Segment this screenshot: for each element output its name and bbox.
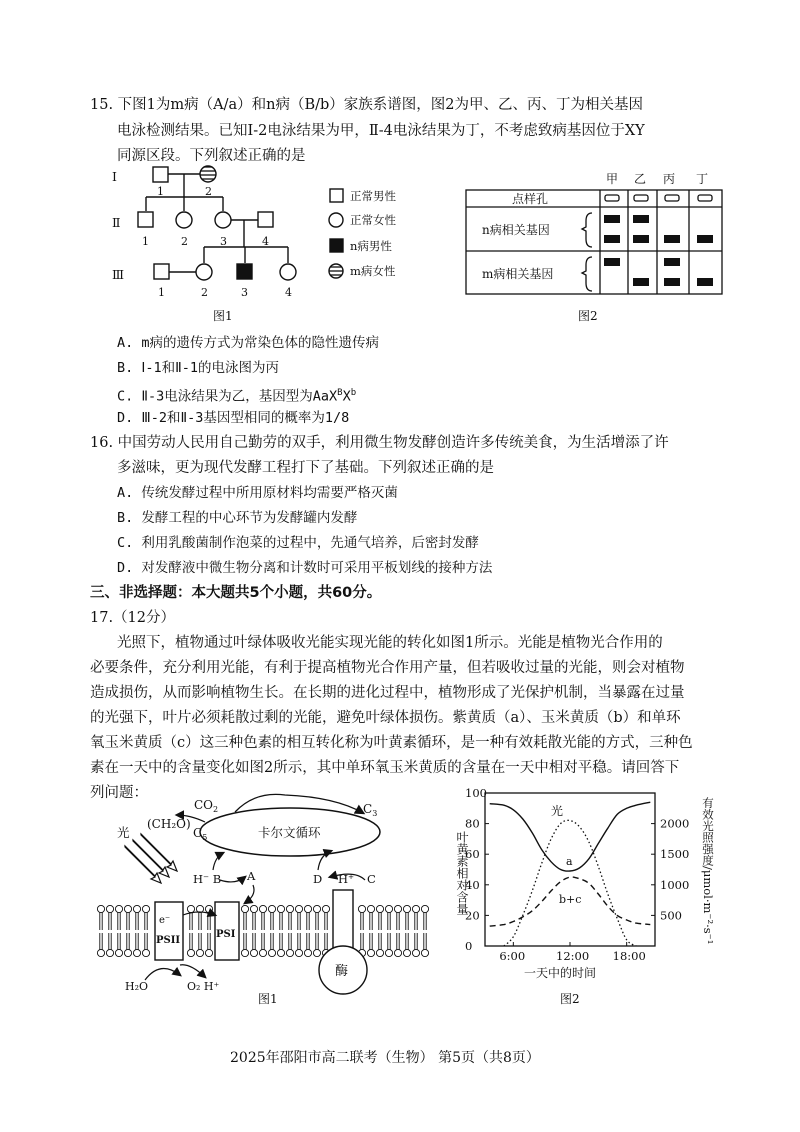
pedigree-I2-m-female bbox=[200, 166, 216, 182]
q17-para-line-4: 的光强下，叶片必须耗散过剩的光能，避免叶绿体损伤。紫黄质（a）、玉米黄质（b）和单环 bbox=[90, 710, 681, 726]
q16-option-c: C. 利用乳酸菌制作泡菜的过程中，先通气培养，后密封发酵 bbox=[117, 535, 479, 551]
band-n-ding-2 bbox=[697, 235, 713, 243]
q16-option-d: D. 对发酵液中微生物分离和计数时可采用平板划线的接种方法 bbox=[117, 560, 493, 576]
legend-m-female: m病女性 bbox=[350, 264, 396, 278]
h2o-label: H₂O bbox=[125, 980, 149, 993]
num-III2: 2 bbox=[201, 286, 208, 299]
x-tick-label: 6:00 bbox=[499, 949, 526, 963]
legend-n-male: n病男性 bbox=[350, 239, 392, 253]
num-I2: 2 bbox=[205, 185, 212, 198]
band-m-jia-1 bbox=[604, 258, 620, 266]
gen-label-III: Ⅲ bbox=[112, 267, 125, 282]
electron-label: e⁻ bbox=[159, 915, 171, 926]
q15-option-c-mid: X bbox=[342, 388, 351, 405]
enzyme-label: 酶 bbox=[335, 964, 349, 979]
band-n-yi-2 bbox=[633, 235, 649, 243]
well-ding bbox=[698, 195, 712, 201]
fig1-caption: 图1 bbox=[258, 992, 278, 1006]
pedigree-III4-normal-female bbox=[280, 264, 296, 280]
xanthophyll-chart bbox=[440, 785, 730, 1010]
hplus-label: H⁺ bbox=[338, 872, 355, 886]
y-left-tick-label: 80 bbox=[465, 816, 480, 831]
o2-h-label: O₂ H⁺ bbox=[187, 980, 220, 993]
q16-option-b: B. 发酵工程的中心环节为发酵罐内发酵 bbox=[117, 510, 358, 526]
y-right-tick-label: 1500 bbox=[660, 847, 690, 862]
q15-stem-line-1: 15. 下图1为m病（A/a）和n病（B/b）家族系谱图，图2为甲、乙、丙、丁为相关基因 bbox=[90, 97, 644, 113]
pedigree-III3-n-male bbox=[237, 264, 252, 279]
fig2-caption: 图2 bbox=[560, 992, 580, 1006]
band-n-jia-1 bbox=[604, 215, 620, 223]
band-m-ding-2 bbox=[697, 278, 713, 286]
lane-ding: 丁 bbox=[696, 172, 709, 186]
legend-m-female-symbol bbox=[329, 264, 343, 278]
well-jia bbox=[605, 195, 619, 201]
y-right-tick-label: 1000 bbox=[660, 877, 690, 892]
psii-complex bbox=[155, 902, 183, 960]
psii-label: PSII bbox=[156, 935, 181, 946]
thylakoid-membrane bbox=[97, 905, 428, 956]
legend-normal-female: 正常女性 bbox=[350, 213, 396, 227]
c5-label: $C_5$ bbox=[193, 826, 208, 842]
q15-option-c-pre: C. Ⅱ-3电泳结果为乙，基因型为AaX bbox=[117, 388, 338, 405]
series-label-a: a bbox=[566, 855, 573, 868]
y-left-tick-label: 40 bbox=[465, 877, 480, 892]
num-II1: 1 bbox=[142, 235, 149, 248]
num-II2: 2 bbox=[181, 235, 188, 248]
legend-normal-male-symbol bbox=[330, 189, 343, 202]
gen-label-I: Ⅰ bbox=[112, 169, 117, 184]
legend-n-male-symbol bbox=[330, 239, 343, 252]
q15-option-b: B. Ⅰ-1和Ⅱ-1的电泳图为丙 bbox=[117, 360, 280, 376]
light-label: 光 bbox=[117, 825, 130, 840]
q17-para-line-7: 列问题： bbox=[90, 785, 148, 801]
co2-label: $CO_2$ bbox=[194, 798, 219, 814]
section-3-heading: 三、非选择题：本大题共5个小题，共60分。 bbox=[90, 585, 382, 601]
q15-option-c bbox=[117, 383, 356, 407]
photosynthesis-figure bbox=[95, 785, 435, 1010]
q17-para-line-2: 必要条件，充分利用光能，有利于提高植物光合作用产量，但若吸收过量的光能，则会对植物 bbox=[90, 660, 685, 676]
a-label: A bbox=[247, 869, 256, 883]
c-label: C bbox=[367, 872, 376, 886]
lane-jia: 甲 bbox=[606, 172, 619, 186]
q17-para-line-5: 氧玉米黄质（c）这三种色素的相互转化称为叶黄素循环，是一种有效耗散光能的方式，三种色 bbox=[90, 735, 693, 751]
y-axis-left-label: 叶黄素相对含量 bbox=[455, 831, 469, 915]
pedigree-II3-normal-female bbox=[215, 212, 231, 228]
series-label-bc: b+c bbox=[559, 893, 582, 906]
page-footer: 2025年邵阳市高二联考（生物） 第5页（共8页） bbox=[230, 1050, 540, 1066]
num-III4: 4 bbox=[285, 286, 292, 299]
well-bing bbox=[665, 195, 679, 201]
gel-figure bbox=[460, 165, 732, 325]
gel-row-wells: 点样孔 bbox=[512, 192, 549, 206]
pedigree-caption: 图1 bbox=[213, 309, 233, 323]
legend-normal-male: 正常男性 bbox=[350, 189, 396, 203]
q17-para-line-1: 光照下，植物通过叶绿体吸收光能实现光能的转化如图1所示。光能是植物光合作用的 bbox=[117, 635, 663, 651]
x-axis-label: 一天中的时间 bbox=[524, 966, 597, 980]
y-right-tick-label: 500 bbox=[660, 908, 682, 923]
legend-normal-female-symbol bbox=[329, 213, 343, 227]
num-III3: 3 bbox=[241, 286, 248, 299]
band-m-yi-2 bbox=[633, 278, 649, 286]
ch2o-label: (CH₂O) bbox=[147, 817, 191, 831]
q16-option-a: A. 传统发酵过程中所用原材料均需要严格灭菌 bbox=[117, 485, 398, 501]
pedigree-I1-normal-male bbox=[153, 167, 168, 182]
num-III1: 1 bbox=[158, 286, 165, 299]
calvin-label: 卡尔文循环 bbox=[258, 825, 321, 840]
q15-option-a: A. m病的遗传方式为常染色体的隐性遗传病 bbox=[117, 335, 380, 351]
c3-label: $C_3$ bbox=[363, 802, 378, 818]
num-II3: 3 bbox=[220, 235, 227, 248]
q17-header: 17.（12分） bbox=[90, 610, 176, 626]
pedigree-II2-normal-female bbox=[176, 212, 192, 228]
gen-label-II: Ⅱ bbox=[112, 215, 121, 230]
well-yi bbox=[634, 195, 648, 201]
q17-para-line-6: 素在一天中的含量变化如图2所示，其中单环氧玉米黄质的含量在一天中相对平稳。请回答下 bbox=[90, 760, 680, 776]
num-I1: 1 bbox=[157, 185, 164, 198]
q16-stem-line-2: 多滋味，更为现代发酵工程打下了基础。下列叙述正确的是 bbox=[117, 460, 494, 476]
gel-row-m: m病相关基因 bbox=[482, 267, 554, 281]
y-left-tick-label: 60 bbox=[465, 847, 480, 862]
band-m-bing-2 bbox=[664, 278, 680, 286]
pedigree-II4-normal-male bbox=[258, 212, 273, 227]
gel-row-n: n病相关基因 bbox=[482, 223, 550, 237]
y-right-tick-label: 2000 bbox=[660, 816, 690, 831]
d-label: D bbox=[313, 872, 323, 886]
psi-label: PSI bbox=[216, 929, 236, 940]
q15-stem-line-2: 电泳检测结果。已知Ⅰ-2电泳结果为甲，Ⅱ-4电泳结果为丁，不考虑致病基因位于XY bbox=[117, 123, 645, 139]
q15-option-d: D. Ⅲ-2和Ⅱ-3基因型相同的概率为1/8 bbox=[117, 410, 350, 426]
pedigree-II1-normal-male bbox=[138, 212, 153, 227]
pedigree-III1-normal-male bbox=[154, 264, 169, 279]
q15-option-c-sup2: b bbox=[350, 388, 357, 398]
lane-yi: 乙 bbox=[634, 172, 647, 186]
band-n-jia-2 bbox=[604, 235, 620, 243]
x-tick-label: 18:00 bbox=[612, 949, 646, 963]
band-n-yi-1 bbox=[633, 215, 649, 223]
q15-option-c-sup1: B bbox=[337, 388, 343, 398]
q16-stem-line-1: 16. 中国劳动人民用自己勤劳的双手，利用微生物发酵创造许多传统美食，为生活增添了许 bbox=[90, 435, 669, 451]
q17-para-line-3: 造成损伤，从而影响植物生长。在长期的进化过程中，植物形成了光保护机制，当暴露在过量 bbox=[90, 685, 685, 701]
series-label-light: 光 bbox=[551, 804, 564, 818]
series-line-light bbox=[504, 820, 636, 946]
hb-label: H⁻ B bbox=[193, 872, 222, 886]
q15-stem-line-3: 同源区段。下列叙述正确的是 bbox=[117, 148, 306, 164]
pedigree-figure bbox=[108, 165, 438, 325]
num-II4: 4 bbox=[262, 235, 269, 248]
x-tick-label: 12:00 bbox=[556, 949, 590, 963]
y-left-tick-label: 100 bbox=[465, 786, 487, 800]
y-axis-right-label: 有效光照强度/μmol·m⁻²·s⁻¹ bbox=[701, 797, 715, 945]
gel-caption: 图2 bbox=[578, 309, 598, 323]
y-left-tick-label: 20 bbox=[465, 908, 480, 923]
lane-bing: 丙 bbox=[663, 172, 676, 186]
y-left-tick-label: 0 bbox=[465, 939, 473, 953]
pedigree-III2-normal-female bbox=[196, 264, 212, 280]
band-n-bing-2 bbox=[664, 235, 680, 243]
band-m-bing-1 bbox=[664, 258, 680, 266]
